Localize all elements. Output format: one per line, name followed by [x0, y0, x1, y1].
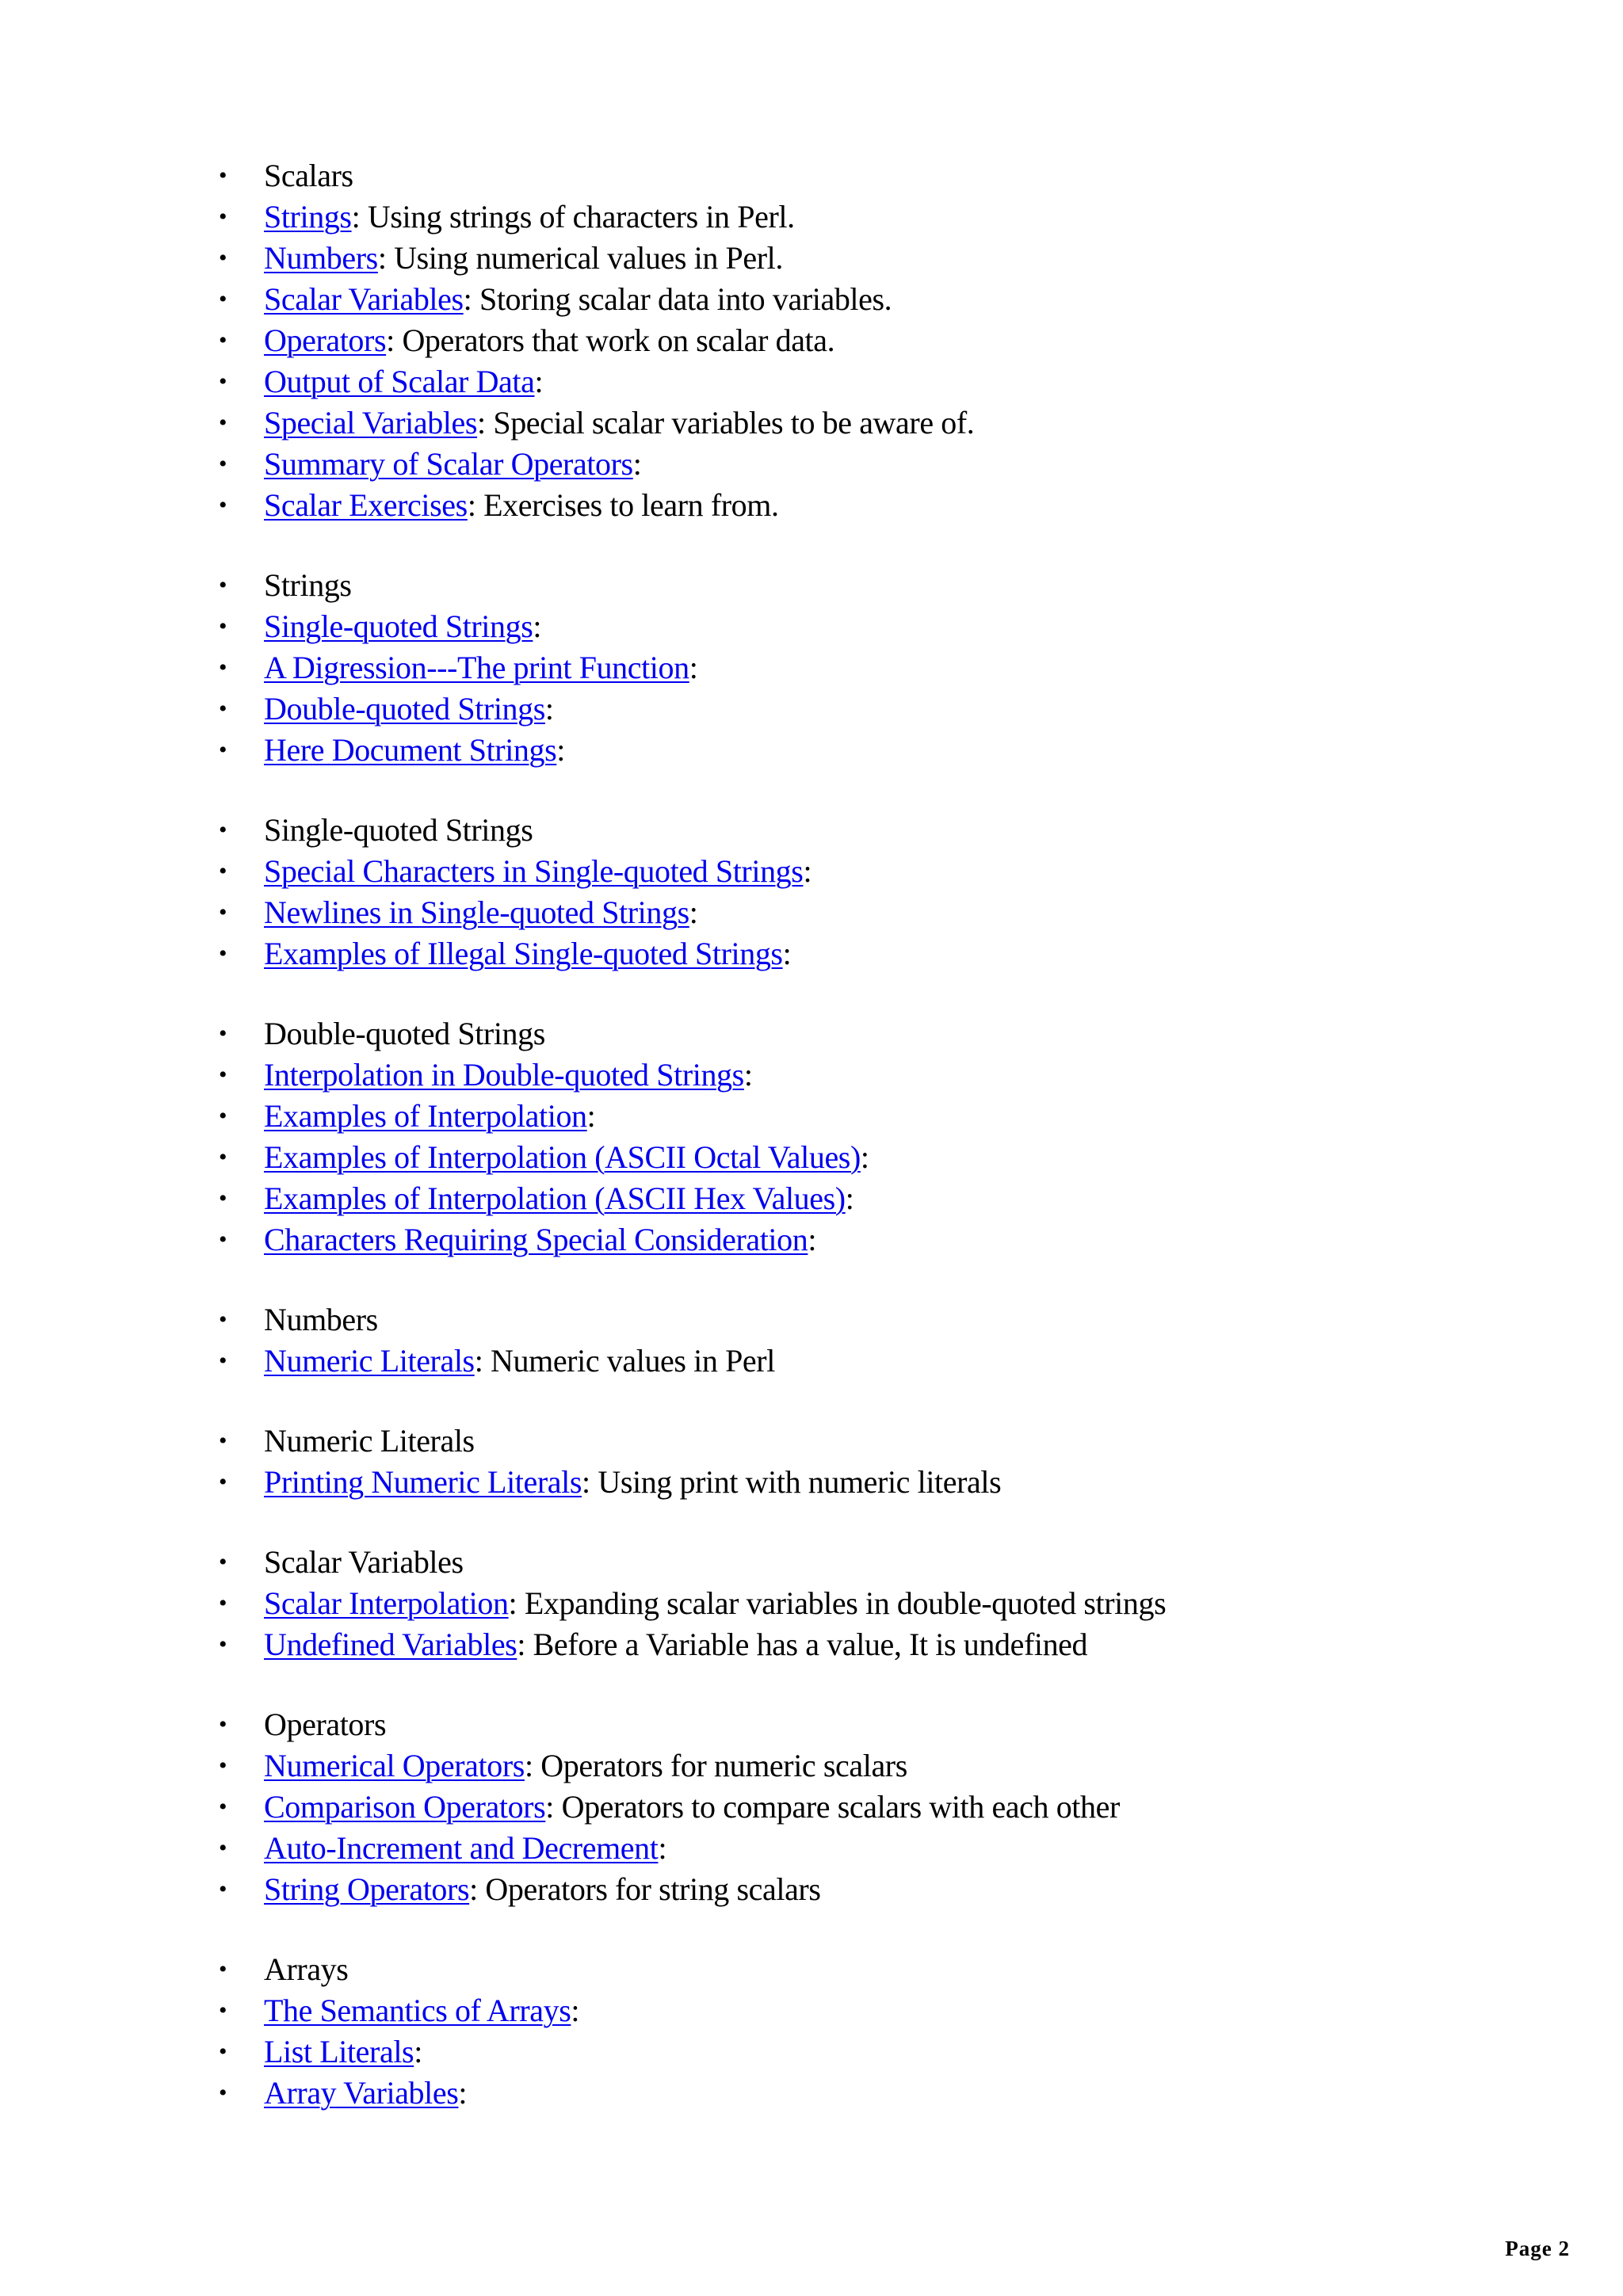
bullet-icon: •	[218, 1997, 227, 2023]
section-heading: Single-quoted Strings	[264, 812, 533, 848]
list-item-text	[264, 1219, 816, 1261]
bullet-icon: •	[218, 1835, 227, 1861]
toc-link[interactable]: Here Document Strings	[264, 732, 557, 768]
bullet-icon: •	[218, 817, 227, 843]
toc-link[interactable]: Numbers	[264, 240, 378, 276]
bullet-icon: •	[218, 162, 227, 189]
toc-link[interactable]: Numeric Literals	[264, 1343, 475, 1379]
bullet-icon: •	[218, 2039, 227, 2065]
toc-link[interactable]: Single-quoted Strings	[264, 608, 533, 644]
bullet-icon: •	[218, 737, 227, 763]
section	[0, 1949, 1623, 2114]
list-item	[0, 1462, 1623, 1503]
bullet-icon: •	[218, 696, 227, 722]
list-item	[0, 730, 1623, 771]
section	[0, 1421, 1623, 1503]
toc-link[interactable]: Special Characters in Single-quoted Strings	[264, 853, 804, 889]
list-item	[0, 1828, 1623, 1869]
list-item-text	[264, 606, 541, 647]
toc-link[interactable]: Output of Scalar Data	[264, 364, 535, 399]
list-item-text	[264, 485, 779, 526]
list-item	[0, 1990, 1623, 2031]
toc-link[interactable]: String Operators	[264, 1871, 470, 1907]
toc-link[interactable]: Newlines in Single-quoted Strings	[264, 894, 689, 930]
list-item	[0, 1787, 1623, 1828]
list-item	[0, 1178, 1623, 1219]
link-description: :	[808, 1222, 817, 1257]
section-heading: Operators	[264, 1707, 387, 1742]
bullet-icon: •	[218, 1711, 227, 1737]
bullet-icon: •	[218, 1306, 227, 1333]
list-heading-item	[0, 1704, 1623, 1745]
section-heading: Scalar Variables	[264, 1544, 464, 1580]
link-description: :	[658, 1830, 667, 1866]
list-item-text	[264, 2073, 467, 2114]
toc-link[interactable]: List Literals	[264, 2034, 414, 2069]
list-heading-item	[0, 810, 1623, 851]
toc-link[interactable]: Double-quoted Strings	[264, 691, 545, 727]
toc-link[interactable]: Examples of Interpolation (ASCII Hex Values)	[264, 1180, 846, 1216]
link-description: :	[632, 446, 642, 482]
toc-link[interactable]: Comparison Operators	[264, 1789, 546, 1825]
page-number: Page 2	[1505, 2237, 1570, 2260]
bullet-icon: •	[218, 572, 227, 598]
link-description: : Before a Variable has a value, It is undefined	[517, 1627, 1088, 1662]
list-item	[0, 892, 1623, 933]
list-item-text	[264, 320, 834, 361]
list-item-text	[264, 1341, 775, 1382]
list-item	[0, 1219, 1623, 1261]
toc-link[interactable]: Printing Numeric Literals	[264, 1464, 582, 1500]
bullet-icon: •	[218, 940, 227, 967]
bullet-icon: •	[218, 1020, 227, 1047]
bullet-icon: •	[218, 654, 227, 681]
list-item-text	[264, 1055, 753, 1096]
link-description: :	[689, 894, 698, 930]
list-item	[0, 2031, 1623, 2073]
bullet-icon: •	[218, 492, 227, 518]
list-item	[0, 1096, 1623, 1137]
list-item	[0, 688, 1623, 730]
list-item-text	[264, 1624, 1087, 1665]
list-item-text	[264, 1828, 666, 1869]
list-item	[0, 238, 1623, 279]
link-description: :	[689, 650, 698, 685]
list-item	[0, 1341, 1623, 1382]
bullet-icon: •	[218, 410, 227, 436]
link-description: : Storing scalar data into variables.	[463, 281, 892, 317]
toc-link[interactable]: Scalar Interpolation	[264, 1585, 509, 1621]
toc-link[interactable]: Operators	[264, 322, 387, 358]
toc-link[interactable]: Scalar Exercises	[264, 487, 468, 523]
bullet-icon: •	[218, 1549, 227, 1575]
section-heading: Numbers	[264, 1302, 378, 1337]
link-description: :	[743, 1057, 753, 1093]
bullet-icon: •	[218, 1631, 227, 1657]
toc-link[interactable]: Examples of Interpolation	[264, 1098, 587, 1134]
list-item-text	[264, 1869, 821, 1910]
list-item	[0, 1055, 1623, 1096]
list-item	[0, 647, 1623, 688]
link-description: : Expanding scalar variables in double-quoted strings	[508, 1585, 1167, 1621]
link-description: :	[586, 1098, 596, 1134]
section	[0, 1299, 1623, 1382]
bullet-icon: •	[218, 1428, 227, 1454]
list-item-text	[264, 1178, 854, 1219]
list-item	[0, 606, 1623, 647]
section	[0, 155, 1623, 526]
link-description: :	[544, 691, 554, 727]
link-description: :	[782, 936, 792, 971]
link-description: : Operators for numeric scalars	[524, 1748, 907, 1783]
list-heading-item	[0, 1542, 1623, 1583]
list-item-text	[264, 1990, 579, 2031]
link-description: :	[533, 608, 542, 644]
link-description: : Special scalar variables to be aware of.	[477, 405, 975, 441]
bullet-icon: •	[218, 1226, 227, 1253]
list-item-text	[264, 730, 565, 771]
toc-link[interactable]: Array Variables	[264, 2075, 459, 2111]
list-heading-item	[0, 565, 1623, 606]
bullet-icon: •	[218, 1062, 227, 1088]
toc-link[interactable]: Scalar Variables	[264, 281, 464, 317]
section	[0, 565, 1623, 771]
bullet-icon: •	[218, 2080, 227, 2106]
link-description: :	[534, 364, 544, 399]
link-description: :	[845, 1180, 854, 1216]
list-heading-item	[0, 1299, 1623, 1341]
link-description: : Numeric values in Perl	[474, 1343, 775, 1379]
list-item-text	[264, 851, 812, 892]
section	[0, 1013, 1623, 1261]
list-item-text	[264, 238, 783, 279]
bullet-icon: •	[218, 1103, 227, 1129]
bullet-icon: •	[218, 1185, 227, 1211]
list-item-text	[264, 279, 892, 320]
link-description: :	[571, 1993, 580, 2028]
document-body	[0, 155, 1623, 2153]
link-description: : Using strings of characters in Perl.	[351, 199, 795, 235]
list-item	[0, 1624, 1623, 1665]
list-item	[0, 196, 1623, 238]
toc-link[interactable]: Auto-Increment and Decrement	[264, 1830, 659, 1866]
section	[0, 1704, 1623, 1910]
list-item-text	[264, 892, 697, 933]
list-heading-item	[0, 1949, 1623, 1990]
bullet-icon: •	[218, 1469, 227, 1495]
bullet-icon: •	[218, 858, 227, 884]
list-item-text	[264, 2031, 422, 2073]
toc-link[interactable]: Undefined Variables	[264, 1627, 517, 1662]
toc-link[interactable]: Interpolation in Double-quoted Strings	[264, 1057, 744, 1093]
toc-link[interactable]: Characters Requiring Special Consideration	[264, 1222, 808, 1257]
link-description: :	[414, 2034, 422, 2069]
list-item-text	[264, 1462, 1001, 1503]
link-description: :	[458, 2075, 468, 2111]
toc-link[interactable]: Special Variables	[264, 405, 478, 441]
list-heading-item	[0, 155, 1623, 196]
toc-link[interactable]: Examples of Interpolation (ASCII Octal Values)	[264, 1139, 861, 1175]
bullet-icon: •	[218, 286, 227, 312]
section-heading: Strings	[264, 567, 352, 603]
list-item-text	[264, 647, 697, 688]
section	[0, 1542, 1623, 1665]
list-item	[0, 320, 1623, 361]
list-item-text	[264, 1137, 869, 1178]
toc-link[interactable]: Examples of Illegal Single-quoted Strings	[264, 936, 783, 971]
list-item-text	[264, 1583, 1166, 1624]
bullet-icon: •	[218, 204, 227, 230]
bullet-icon: •	[218, 899, 227, 925]
list-item-text	[264, 1096, 595, 1137]
list-item	[0, 2073, 1623, 2114]
toc-link[interactable]: Summary of Scalar Operators	[264, 446, 633, 482]
list-heading-item	[0, 1421, 1623, 1462]
list-item	[0, 1869, 1623, 1910]
list-item-text	[264, 933, 791, 974]
bullet-icon: •	[218, 613, 227, 639]
bullet-icon: •	[218, 245, 227, 271]
section-heading: Double-quoted Strings	[264, 1016, 545, 1051]
list-item	[0, 933, 1623, 974]
list-item-text	[264, 688, 554, 730]
list-item	[0, 485, 1623, 526]
bullet-icon: •	[218, 1753, 227, 1779]
link-description: : Using numerical values in Perl.	[377, 240, 783, 276]
link-description: : Operators that work on scalar data.	[386, 322, 835, 358]
link-description: : Operators for string scalars	[469, 1871, 821, 1907]
section	[0, 810, 1623, 974]
section-heading: Numeric Literals	[264, 1423, 475, 1459]
link-description: :	[860, 1139, 869, 1175]
list-item	[0, 1583, 1623, 1624]
toc-link[interactable]: Strings	[264, 199, 352, 235]
bullet-icon: •	[218, 1348, 227, 1374]
bullet-icon: •	[218, 368, 227, 395]
list-item	[0, 1745, 1623, 1787]
bullet-icon: •	[218, 1794, 227, 1820]
toc-link[interactable]: A Digression---The print Function	[264, 650, 689, 685]
list-item-text	[264, 444, 641, 485]
toc-link[interactable]: Numerical Operators	[264, 1748, 525, 1783]
toc-link[interactable]: The Semantics of Arrays	[264, 1993, 571, 2028]
list-item-text	[264, 1745, 907, 1787]
list-item-text	[264, 196, 795, 238]
bullet-icon: •	[218, 1144, 227, 1170]
list-item-text	[264, 1787, 1120, 1828]
list-item-text	[264, 361, 543, 402]
list-item	[0, 402, 1623, 444]
bullet-icon: •	[218, 1876, 227, 1902]
section-heading: Arrays	[264, 1951, 349, 1987]
list-item	[0, 851, 1623, 892]
bullet-icon: •	[218, 1956, 227, 1982]
list-item	[0, 444, 1623, 485]
bullet-icon: •	[218, 451, 227, 477]
link-description: : Using print with numeric literals	[582, 1464, 1002, 1500]
list-item	[0, 361, 1623, 402]
section-heading: Scalars	[264, 158, 353, 193]
list-item	[0, 279, 1623, 320]
bullet-icon: •	[218, 1590, 227, 1616]
link-description: :	[556, 732, 566, 768]
list-heading-item	[0, 1013, 1623, 1055]
list-item-text	[264, 402, 974, 444]
link-description: :	[803, 853, 812, 889]
link-description: : Operators to compare scalars with each other	[545, 1789, 1120, 1825]
list-item	[0, 1137, 1623, 1178]
link-description: : Exercises to learn from.	[467, 487, 779, 523]
bullet-icon: •	[218, 327, 227, 353]
